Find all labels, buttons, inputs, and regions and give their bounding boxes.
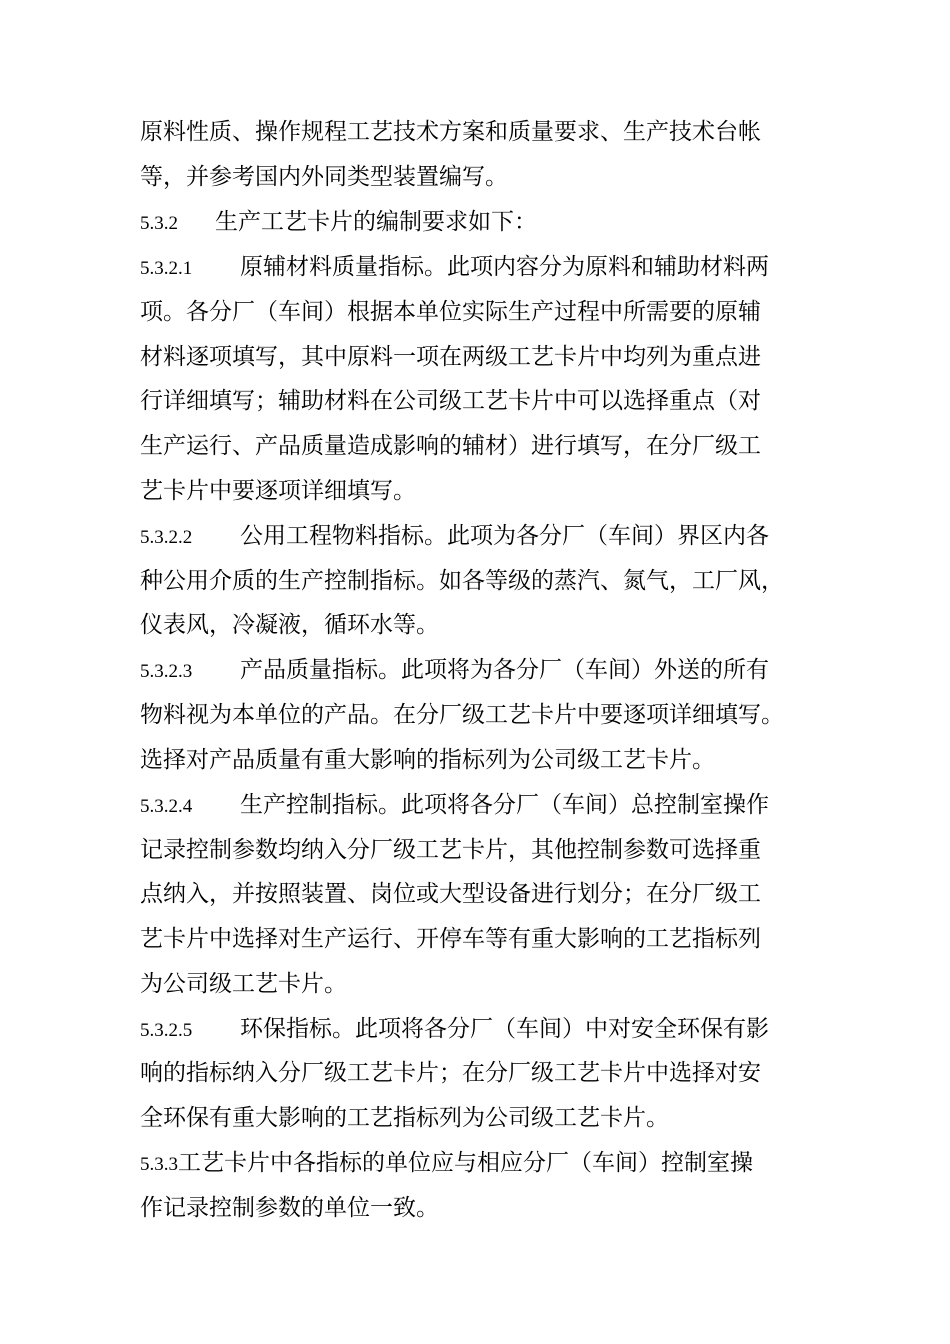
paragraph-line: 项。各分厂（车间）根据本单位实际生产过程中所需要的原辅 — [140, 299, 761, 325]
clause-5-3-2-3: 5.3.2.3 产品质量指标。此项将为各分厂（车间）外送的所有 — [140, 655, 769, 685]
clause-5-3-2-4: 5.3.2.4 生产控制指标。此项将各分厂（车间）总控制室操作 — [140, 790, 769, 820]
paragraph-line: 等，并参考国内外同类型装置编写。 — [140, 164, 508, 190]
paragraph-line: 行详细填写；辅助材料在公司级工艺卡片中可以选择重点（对 — [140, 388, 761, 414]
section-heading-5-3-2: 5.3.2 生产工艺卡片的编制要求如下： — [140, 207, 537, 237]
paragraph-line: 材料逐项填写，其中原料一项在两级工艺卡片中均列为重点进 — [140, 344, 761, 370]
paragraph-line: 记录控制参数均纳入分厂级工艺卡片，其他控制参数可选择重 — [140, 837, 761, 863]
section-number: 5.3.2.1 — [140, 258, 193, 279]
paragraph-line: 原料性质、操作规程工艺技术方案和质量要求、生产技术台帐 — [140, 119, 761, 145]
section-number: 5.3.3 — [140, 1154, 178, 1175]
paragraph-line: 艺卡片中要逐项详细填写。 — [140, 478, 416, 504]
paragraph-line: 作记录控制参数的单位一致。 — [140, 1195, 439, 1221]
paragraph-line: 物料视为本单位的产品。在分厂级工艺卡片中要逐项详细填写。 — [140, 702, 784, 728]
paragraph-line: 艺卡片中选择对生产运行、开停车等有重大影响的工艺指标列 — [140, 926, 761, 952]
section-number: 5.3.2 — [140, 213, 178, 234]
paragraph-line: 仪表风，冷凝液，循环水等。 — [140, 612, 439, 638]
clause-5-3-2-1: 5.3.2.1 原辅材料质量指标。此项内容分为原料和辅助材料两 — [140, 252, 769, 282]
section-number: 5.3.2.2 — [140, 527, 193, 548]
paragraph-line: 全环保有重大影响的工艺指标列为公司级工艺卡片。 — [140, 1105, 669, 1131]
paragraph-line: 为公司级工艺卡片。 — [140, 971, 347, 997]
clause-5-3-2-5: 5.3.2.5 环保指标。此项将各分厂（车间）中对安全环保有影 — [140, 1014, 769, 1044]
section-number: 5.3.2.4 — [140, 796, 193, 817]
clause-5-3-2-2: 5.3.2.2 公用工程物料指标。此项为各分厂（车间）界区内各 — [140, 521, 769, 551]
paragraph-line: 点纳入，并按照装置、岗位或大型设备进行划分；在分厂级工 — [140, 881, 761, 907]
section-number: 5.3.2.3 — [140, 661, 193, 682]
paragraph-line: 种公用介质的生产控制指标。如各等级的蒸汽、氮气，工厂风， — [140, 568, 784, 594]
paragraph-line: 生产运行、产品质量造成影响的辅材）进行填写，在分厂级工 — [140, 433, 761, 459]
section-number: 5.3.2.5 — [140, 1020, 193, 1041]
section-heading-5-3-3: 5.3.3工艺卡片中各指标的单位应与相应分厂（车间）控制室操 — [140, 1148, 753, 1178]
paragraph-line: 响的指标纳入分厂级工艺卡片；在分厂级工艺卡片中选择对安 — [140, 1060, 761, 1086]
paragraph-line: 选择对产品质量有重大影响的指标列为公司级工艺卡片。 — [140, 747, 715, 773]
